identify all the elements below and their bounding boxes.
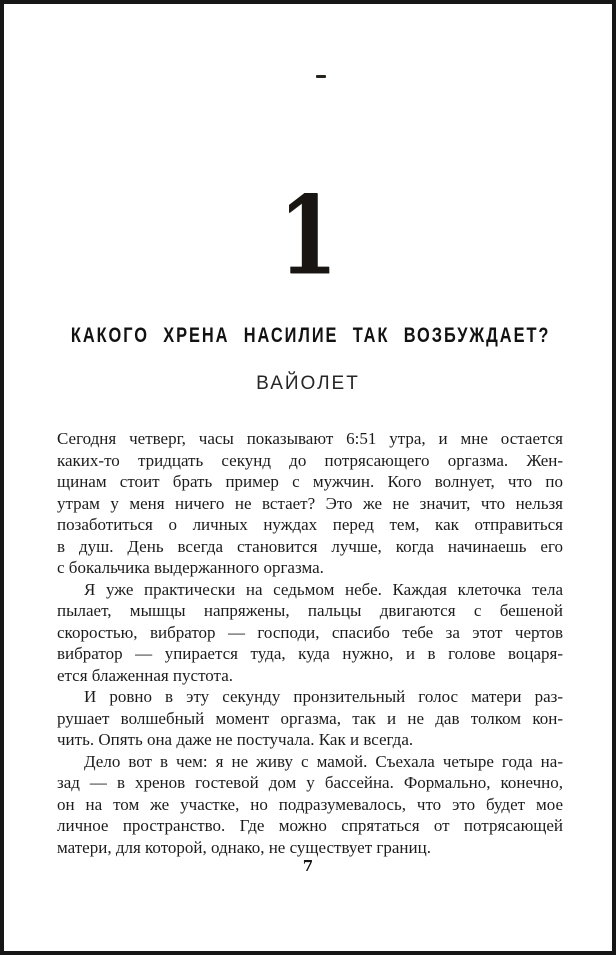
chapter-number: 1	[278, 173, 338, 299]
body-line: рушает волшебный момент оргазма, так и не дав толком кон-	[57, 708, 563, 728]
body-line: И ровно в эту секунду пронзительный голос матери раз-	[84, 687, 563, 706]
body-line: пылает, мышцы напряжены, пальцы двигаются с бешеной	[57, 601, 563, 620]
body-line: чить. Опять она даже не постучала. Как и всегда.	[57, 730, 414, 749]
body-line: вибратор — упирается туда, куда нужно, и в голове воцаря-	[57, 644, 563, 663]
pov-character-name: ВАЙОЛЕТ	[256, 373, 360, 394]
body-line: Дело вот в чем: я не живу с мамой. Съехала четыре года на-	[84, 751, 563, 771]
body-text	[57, 428, 563, 858]
body-line: позаботиться о личных нуждах перед тем, как отправиться	[57, 515, 563, 534]
top-ornament-dash	[316, 75, 326, 78]
body-line: каких-то тридцать секунд до потрясающего оргазма. Жен-	[57, 450, 563, 470]
body-line: с бокальчика выдержанного оргазма.	[57, 558, 324, 577]
body-line: он на том же участке, но подразумевалось, что это будет мое	[57, 794, 563, 814]
body-line: скоростью, вибратор — господи, спасибо тебе за этот чертов	[57, 622, 563, 642]
page-number: 7	[302, 857, 314, 875]
chapter-title: КАКОГО ХРЕНА НАСИЛИЕ ТАК ВОЗБУЖДАЕТ?	[70, 324, 551, 347]
body-line: щинам стоит брать пример с мужчин. Кого волнует, что по	[57, 472, 563, 491]
body-line: матери, для которой, однако, не существует границ.	[57, 837, 431, 857]
body-line: личное пространство. Где можно спрятаться от потрясающей	[57, 816, 563, 835]
body-line: ется блаженная пустота.	[57, 665, 233, 685]
body-line: зад — в хренов гостевой дом у бассейна. Формально, конечно,	[57, 773, 563, 792]
body-line: утрам у меня ничего не встает? Это же не значит, что нельзя	[57, 493, 563, 513]
body-line: Я уже практически на седьмом небе. Каждая клеточка тела	[84, 579, 563, 599]
body-line: Сегодня четверг, часы показывают 6:51 утра, и мне остается	[57, 429, 563, 448]
body-line: в душ. День всегда становится лучше, когда начинаешь его	[57, 536, 563, 556]
